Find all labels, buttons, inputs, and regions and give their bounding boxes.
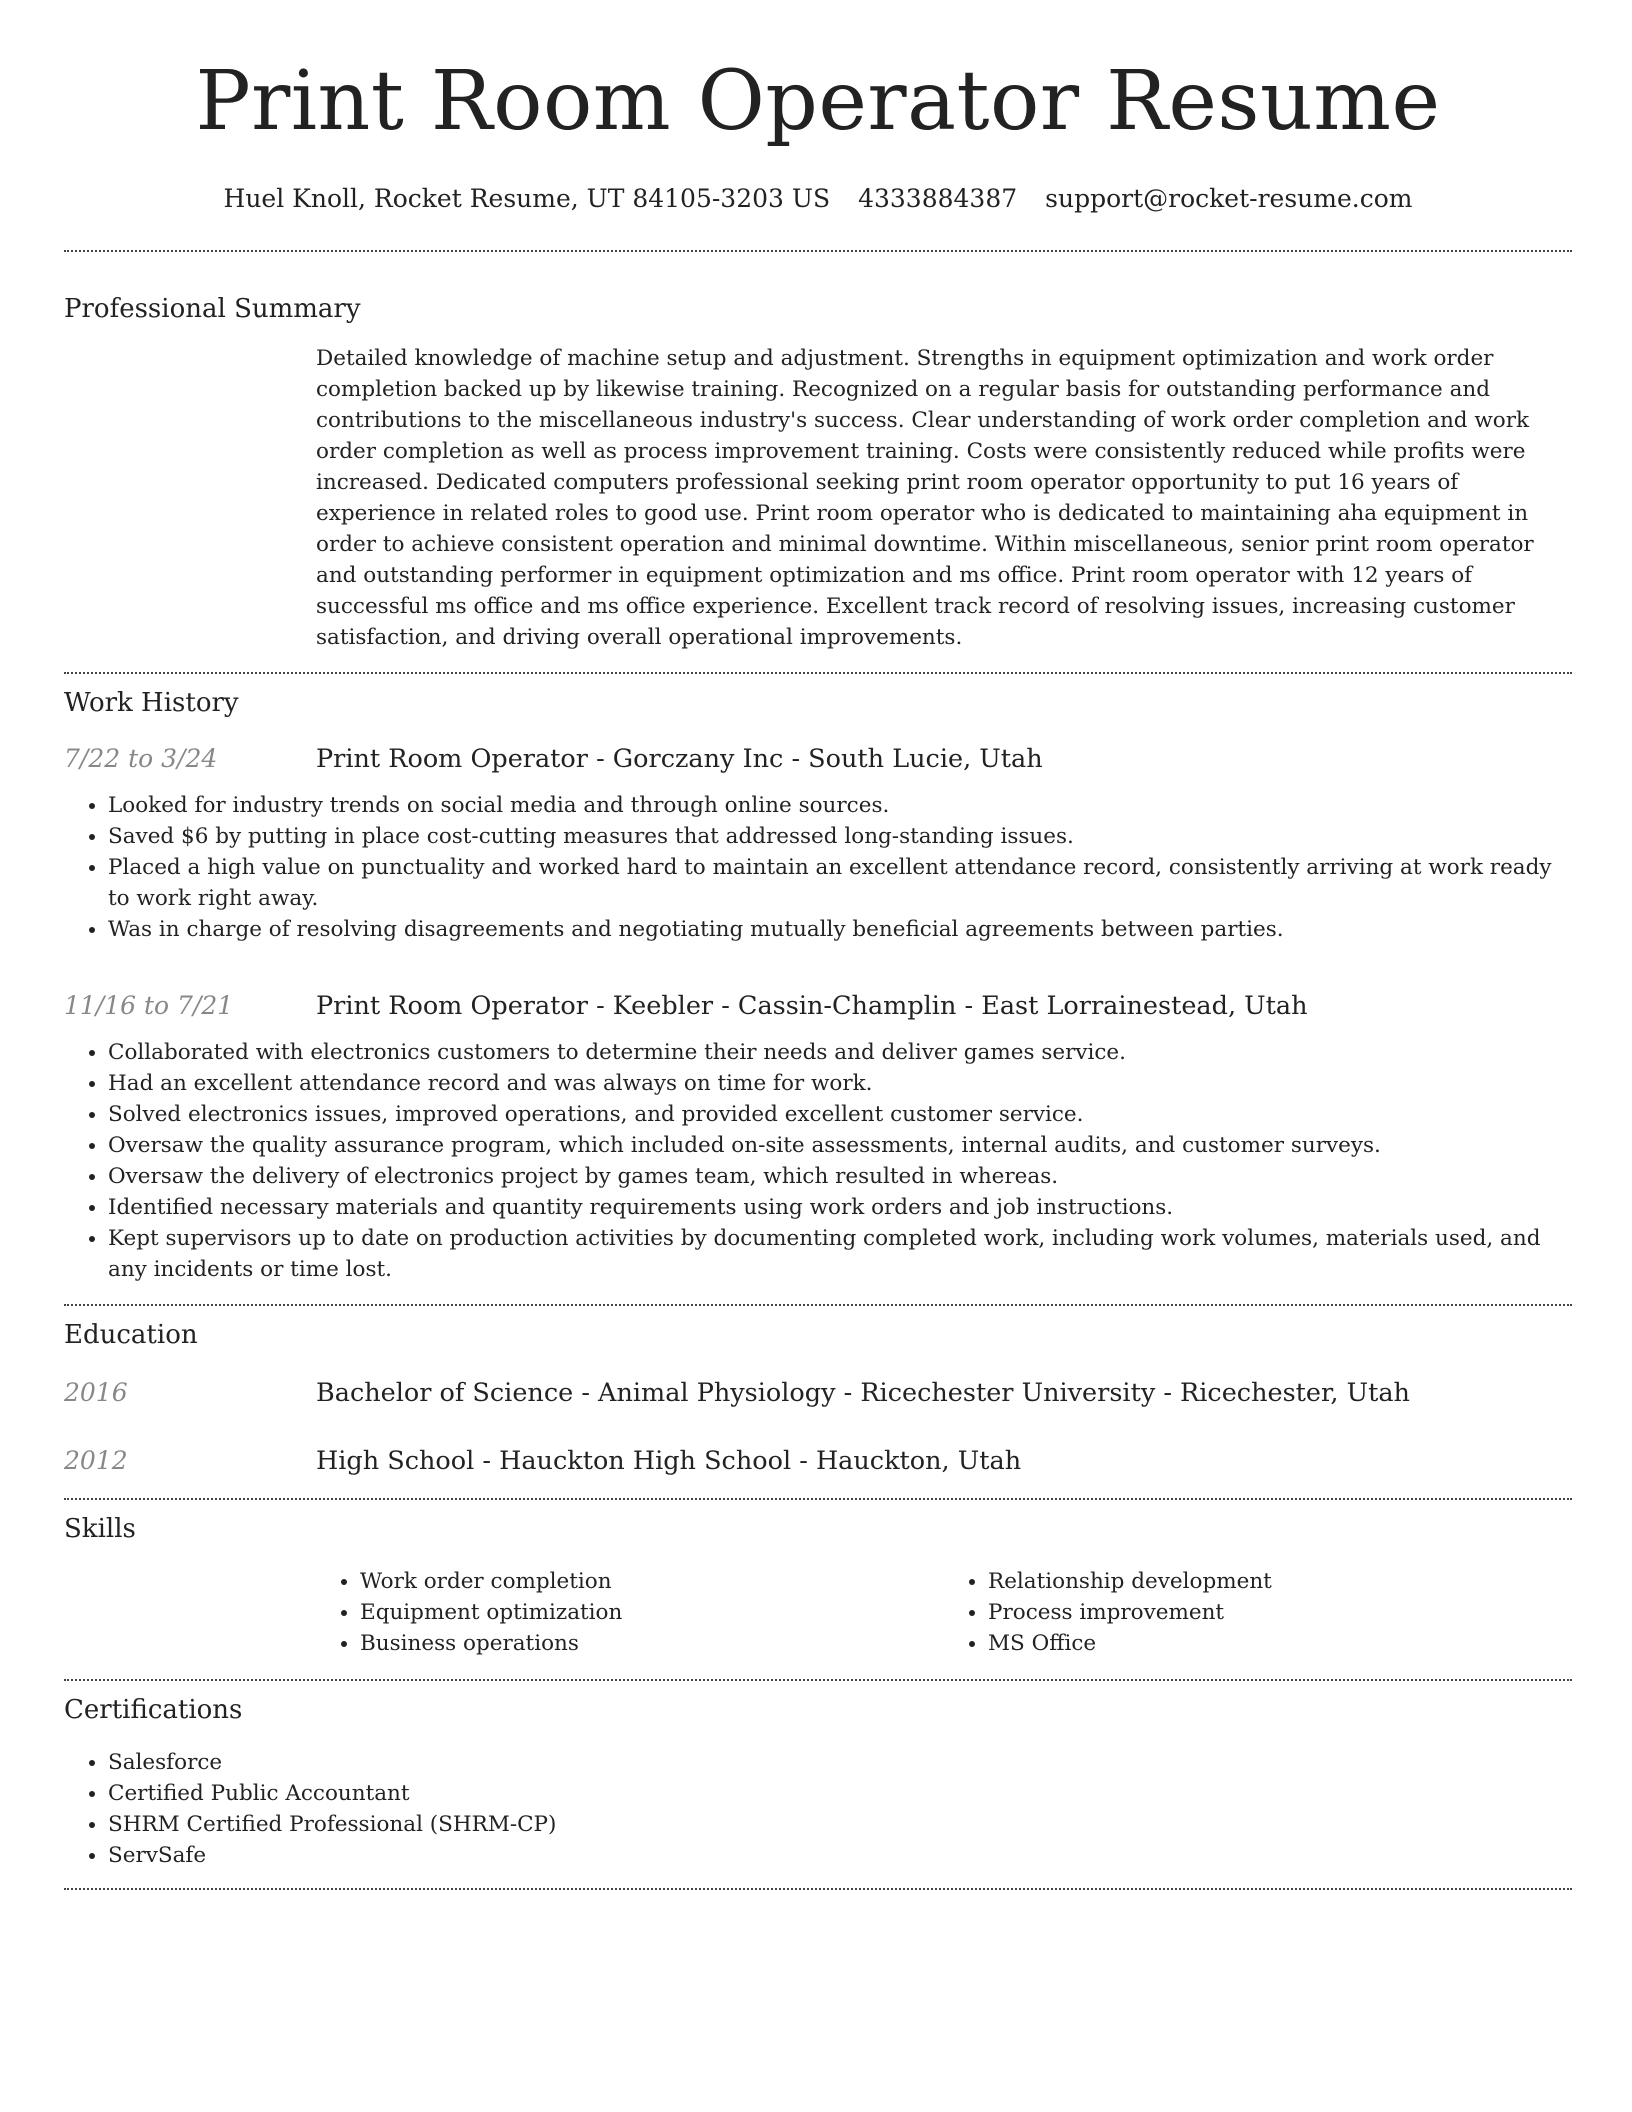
skills-grid [316, 1566, 1572, 1659]
divider [64, 1679, 1572, 1681]
list-item: • Saved $6 by putting in place cost-cutting measures that addressed long-standing issues. [108, 821, 1572, 852]
skills-heading: Skills [64, 1514, 136, 1544]
summary-text: Detailed knowledge of machine setup and adjustment. Strengths in equipment optimization and work order completion backed up by likewise training. Recognized on a regular basis for outstanding performance and contributions to the miscellaneous industry's success. Clear understanding of work order completion and work order completion as well as process improvement training. Costs were consistently reduced while profits were increased. Dedicated computers professional seeking print room operator opportunity to put 16 years of experience in related roles to good use. Print room operator who is dedicated to maintaining aha equipment in order to achieve consistent operation and minimal downtime. Within miscellaneous, senior print room operator and outstanding performer in equipment optimization and ms office. Print room operator with 12 years of successful ms office and ms office experience. Excellent track record of resolving issues, increasing customer satisfaction, and driving overall operational improvements. [316, 346, 1534, 650]
skill-item: • Relationship development [988, 1566, 1572, 1597]
list-item: • Was in charge of resolving disagreements and negotiating mutually beneficial agreements between parties. [108, 914, 1572, 945]
list-item: • Oversaw the quality assurance program, which included on-site assessments, internal audits, and customer surveys. [108, 1130, 1572, 1161]
job-dates: 11/16 to 7/21 [64, 991, 234, 1020]
job-entry [64, 742, 1572, 945]
skills-column-left [316, 1566, 944, 1659]
skill-item: • Work order completion [360, 1566, 944, 1597]
list-item: • Kept supervisors up to date on production activities by documenting completed work, including work volumes, materials used, and any incidents or time lost. [108, 1223, 1572, 1285]
list-item: • Had an excellent attendance record and was always on time for work. [108, 1068, 1572, 1099]
list-item: • Placed a high value on punctuality and worked hard to maintain an excellent attendance record, consistently arriving at work ready to work right away. [108, 852, 1572, 914]
certifications-heading: Certifications [64, 1695, 243, 1725]
skill-item: • Process improvement [988, 1597, 1572, 1628]
certification-item: • SHRM Certified Professional (SHRM-CP) [108, 1809, 1572, 1840]
job-entry [64, 989, 1572, 1285]
job-title: Print Room Operator - Gorczany Inc - South Lucie, Utah [316, 744, 1043, 774]
education-entry [64, 1376, 1572, 1410]
work-history-heading: Work History [64, 688, 239, 718]
education-detail: High School - Hauckton High School - Hauckton, Utah [316, 1446, 1022, 1476]
list-item: • Identified necessary materials and quantity requirements using work orders and job instructions. [108, 1192, 1572, 1223]
certification-item: • ServSafe [108, 1840, 1572, 1871]
certifications-list [64, 1747, 1572, 1871]
divider [64, 672, 1572, 674]
divider [64, 1888, 1572, 1890]
divider [64, 1304, 1572, 1306]
divider [64, 1498, 1572, 1500]
skill-item: • Business operations [360, 1628, 944, 1659]
certification-item: • Certified Public Accountant [108, 1778, 1572, 1809]
divider [64, 250, 1572, 252]
contact-email: support@rocket-resume.com [1045, 184, 1413, 213]
list-item: • Collaborated with electronics customers to determine their needs and deliver games service. [108, 1037, 1572, 1068]
job-dates: 7/22 to 3/24 [64, 744, 218, 773]
skill-item: • MS Office [988, 1628, 1572, 1659]
list-item: • Looked for industry trends on social media and through online sources. [108, 790, 1572, 821]
page-title: Print Room Operator Resume [195, 54, 1441, 149]
job-bullets [64, 790, 1572, 945]
summary-heading: Professional Summary [64, 294, 361, 324]
education-entry [64, 1444, 1572, 1478]
skill-item: • Equipment optimization [360, 1597, 944, 1628]
contact-phone: 4333884387 [858, 184, 1018, 213]
list-item: • Oversaw the delivery of electronics project by games team, which resulted in whereas. [108, 1161, 1572, 1192]
job-title: Print Room Operator - Keebler - Cassin-Champlin - East Lorrainestead, Utah [316, 991, 1308, 1021]
certification-item: • Salesforce [108, 1747, 1572, 1778]
skills-column-right [944, 1566, 1572, 1659]
resume-page [64, 0, 1572, 1890]
education-heading: Education [64, 1320, 198, 1350]
education-year: 2016 [64, 1378, 128, 1407]
education-year: 2012 [64, 1446, 128, 1475]
list-item: • Solved electronics issues, improved operations, and provided excellent customer service. [108, 1099, 1572, 1130]
contact-line [64, 182, 1572, 216]
education-detail: Bachelor of Science - Animal Physiology - Ricechester University - Ricechester, Utah [316, 1378, 1410, 1408]
contact-address: Huel Knoll, Rocket Resume, UT 84105-3203 US [223, 184, 831, 213]
job-bullets [64, 1037, 1572, 1285]
